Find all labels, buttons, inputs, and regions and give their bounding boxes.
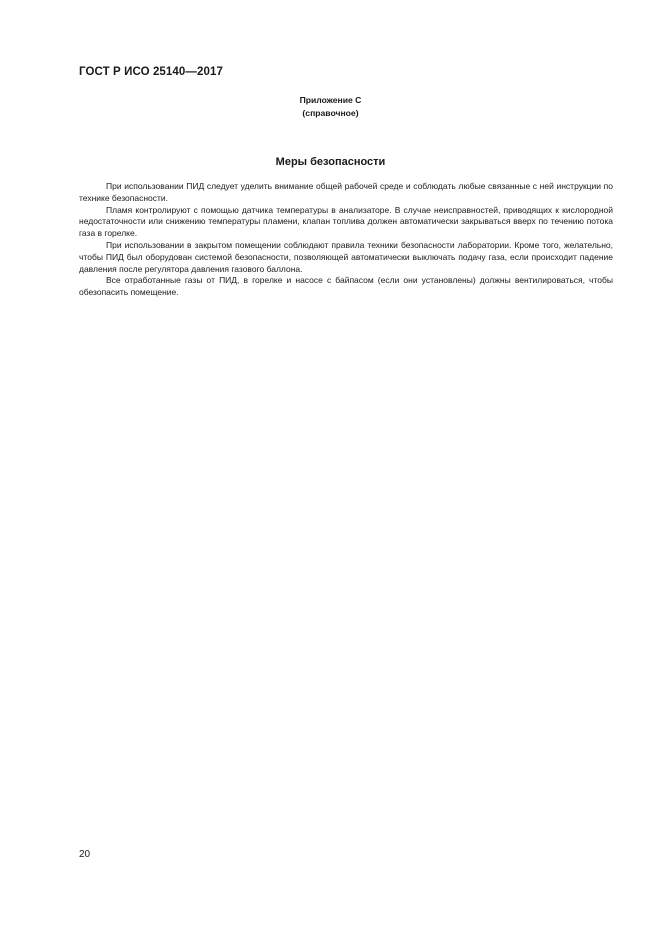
annex-type: (справочное) [302, 108, 359, 118]
paragraph: При использовании в закрытом помещении соблюдают правила техники безопасности лаборатории. Кроме того, желательно, чтобы ПИД был оборудован системой безопасности, позволяющей автоматически выключать подачу газа, если происходит падение давления после регулятора давления газового баллона. [79, 239, 613, 274]
paragraph: Все отработанные газы от ПИД, в горелке и насосе с байпасом (если они установлены) должны вентилироваться, чтобы обезопасить помещение. [79, 275, 613, 298]
paragraph: При использовании ПИД следует уделить внимание общей рабочей среде и соблюдать любые связанные с ней инструкции по технике безопасности. [79, 181, 613, 203]
annex-title: Приложение С [299, 95, 362, 105]
section-title: Меры безопасности [275, 156, 386, 168]
page-number: 20 [79, 849, 91, 860]
paragraph: Пламя контролируют с помощью датчика температуры в анализаторе. В случае неисправностей, приводящих к кислородной недостаточности или снижению температуры пламени, клапан топлива должен автоматически закрываться вверх по течению потока газа в горелке. [79, 204, 613, 239]
document-header-code: ГОСТ Р ИСО 25140—2017 [79, 66, 224, 78]
body-text [79, 181, 613, 299]
